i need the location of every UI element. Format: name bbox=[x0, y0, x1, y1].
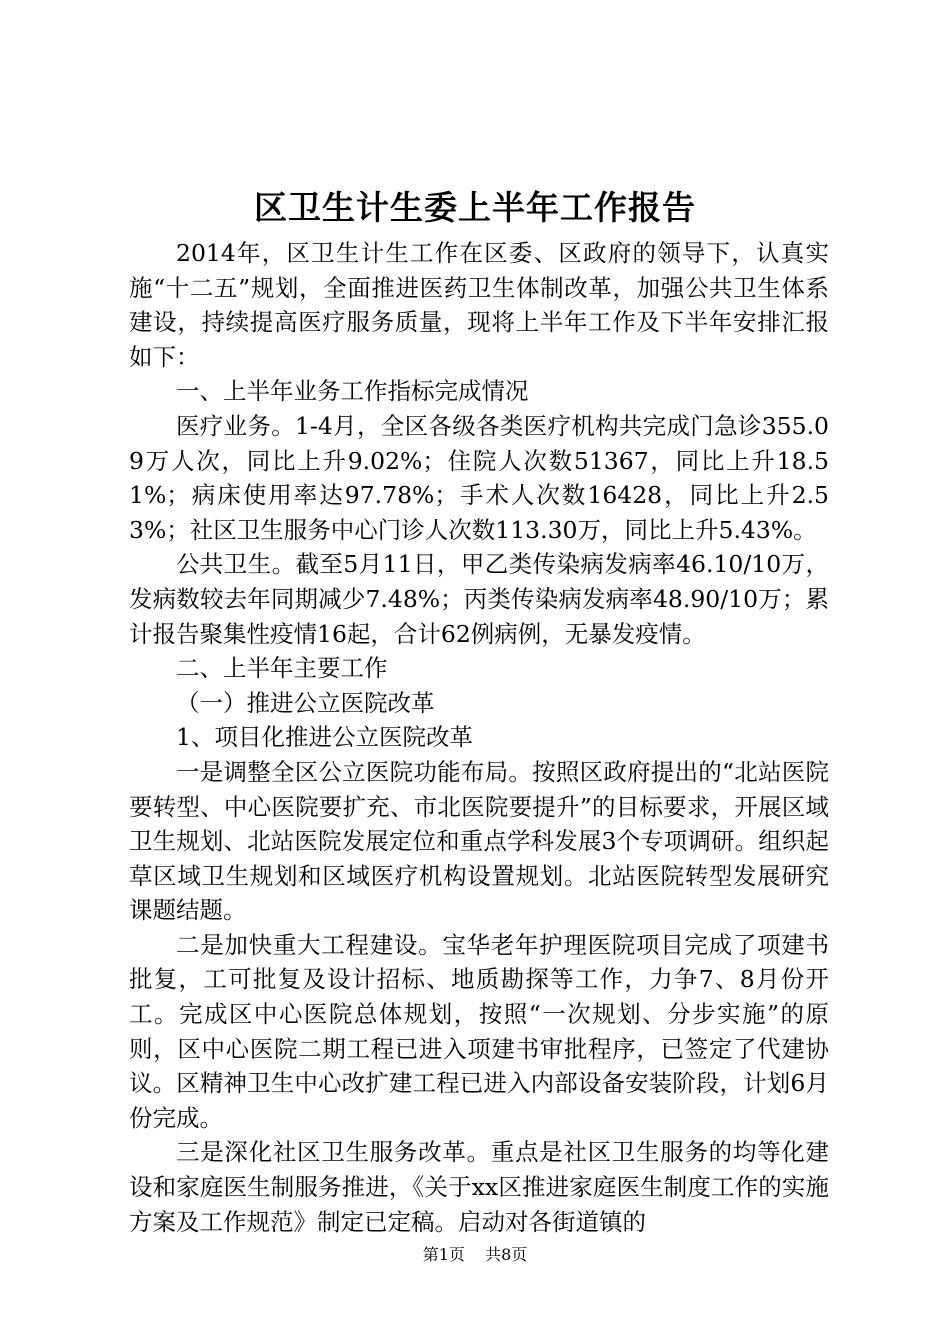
body-paragraph: 一是调整全区公立医院功能布局。按照区政府提出的“北站医院要转型、中心医院要扩充、市北医院要提升”的目标要求，开展区域卫生规划、北站医院发展定位和重点学科发展3个专项调研。组织起草区域卫生规划和区域医疗机构设置规划。北站医院转型发展研究课题结题。 bbox=[129, 757, 829, 925]
item-heading: 1、项目化推进公立医院改革 bbox=[176, 723, 473, 752]
page-footer bbox=[0, 1243, 950, 1267]
public-health-paragraph: 公共卫生。截至5月11日，甲乙类传染病发病率46.10/10万，发病数较去年同期减少7.48%；丙类传染病发病率48.90/10万；累计报告聚集性疫情16起，合计62例病例，无暴发疫情。 bbox=[129, 550, 829, 648]
page-total: 共8页 bbox=[485, 1245, 528, 1264]
body-paragraph: 三是深化社区卫生服务改革。重点是社区卫生服务的均等化建设和家庭医生制服务推进，《关于xx区推进家庭医生制度工作的实施方案及工作规范》制定已定稿。启动对各街道镇的 bbox=[129, 1138, 829, 1236]
medical-business-paragraph: 医疗业务。1-4月，全区各级各类医疗机构共完成门急诊355.09万人次，同比上升9.02%；住院人次数51367，同比上升18.51%；病床使用率达97.78%；手术人次数16428，同比上升2.53%；社区卫生服务中心门诊人次数113.30万，同比上升5.43%。 bbox=[129, 411, 829, 544]
body-paragraph: 二是加快重大工程建设。宝华老年护理医院项目完成了项建书批复，工可批复及设计招标、地质勘探等工作，力争7、8月份开工。完成区中心医院总体规划，按照“一次规划、分步实施”的原则，区中心医院二期工程已进入项建书审批程序，已签定了代建协议。区精神卫生中心改扩建工程已进入内部设备安装阶段，计划6月份完成。 bbox=[129, 930, 829, 1132]
document-body bbox=[129, 236, 829, 1239]
subsection-heading: （一）推进公立医院改革 bbox=[176, 688, 435, 717]
section-heading: 二、上半年主要工作 bbox=[176, 654, 388, 683]
section-heading: 一、上半年业务工作指标完成情况 bbox=[176, 377, 529, 406]
intro-paragraph: 2014年，区卫生计生工作在区委、区政府的领导下，认真实施“十二五”规划，全面推进医药卫生体制改革，加强公共卫生体系建设，持续提高医疗服务质量，现将上半年工作及下半年安排汇报如下： bbox=[129, 239, 829, 371]
page-number: 第1页 bbox=[422, 1245, 465, 1264]
document-title: 区卫生计生委上半年工作报告 bbox=[254, 188, 696, 227]
